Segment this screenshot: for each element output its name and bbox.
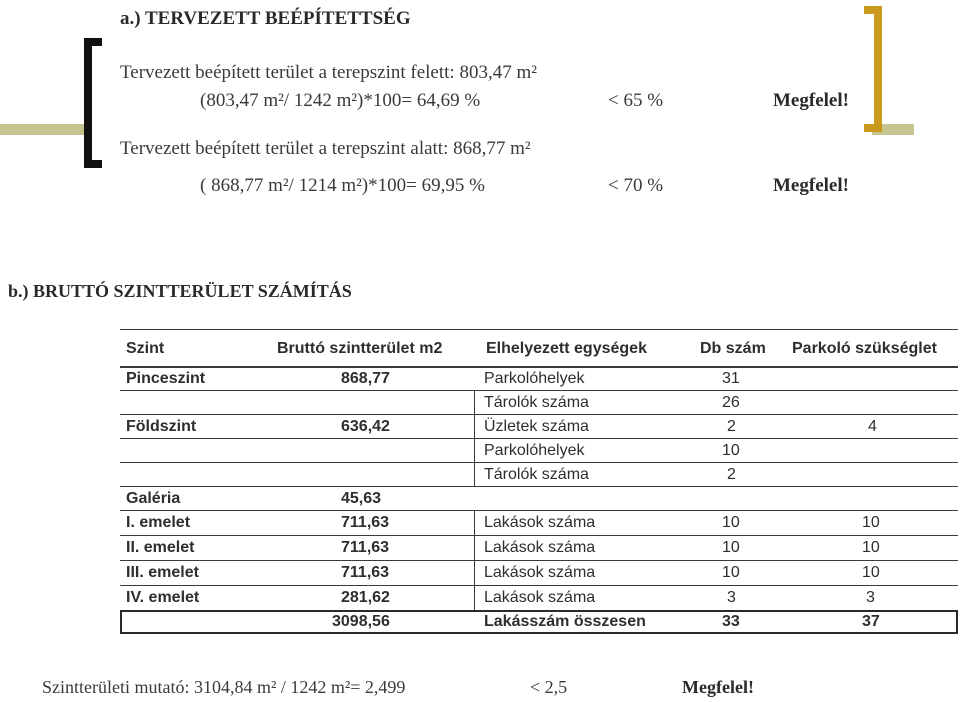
row-count: 10 — [722, 564, 740, 581]
section-a-heading: a.) TERVEZETT BEÉPÍTETTSÉG — [120, 8, 411, 29]
table-row-border — [120, 560, 958, 561]
row-unit: Parkolóhelyek — [484, 370, 585, 387]
below-ground-result: Megfelel! — [773, 175, 849, 196]
row-area: 711,63 — [341, 539, 390, 556]
row-parking: 10 — [862, 539, 880, 556]
left-bracket-decoration — [84, 38, 102, 168]
total-parking: 37 — [862, 613, 880, 630]
row-unit: Üzletek száma — [484, 418, 589, 435]
row-level: Földszint — [126, 418, 197, 435]
below-ground-label: Tervezett beépített terület a terepszint alatt: 868,77 m² — [120, 138, 531, 159]
row-count: 26 — [722, 394, 740, 411]
row-count: 3 — [727, 589, 736, 606]
header-parking: Parkoló szükséglet — [792, 340, 937, 357]
right-bracket-decoration — [864, 6, 882, 132]
above-ground-limit: < 65 % — [608, 90, 664, 111]
table-row-border — [120, 585, 958, 586]
row-area: 711,63 — [341, 514, 390, 531]
row-unit: Tárolók száma — [484, 394, 589, 411]
table-header-border — [120, 366, 958, 368]
above-ground-formula: (803,47 m²/ 1242 m²)*100= 64,69 % — [200, 90, 481, 111]
header-units: Elhelyezett egységek — [486, 340, 647, 357]
header-gross-area: Bruttó szintterület m2 — [277, 340, 443, 357]
total-label: Lakásszám összesen — [484, 613, 646, 630]
units-column-divider — [474, 511, 475, 610]
row-unit: Lakások száma — [484, 564, 596, 581]
row-level: I. emelet — [126, 514, 191, 531]
section-b-heading: b.) BRUTTÓ SZINTTERÜLET SZÁMÍTÁS — [8, 281, 352, 301]
row-parking: 3 — [866, 589, 875, 606]
above-ground-result: Megfelel! — [773, 90, 849, 111]
row-unit: Lakások száma — [484, 514, 596, 531]
table-row-border — [120, 414, 958, 415]
row-area: 281,62 — [341, 589, 390, 606]
total-area: 3098,56 — [332, 613, 390, 630]
row-count: 10 — [722, 514, 740, 531]
units-column-divider — [474, 391, 475, 487]
row-count: 10 — [722, 539, 740, 556]
row-count: 10 — [722, 442, 740, 459]
table-row-border — [120, 438, 958, 439]
table-row-border — [120, 510, 958, 511]
below-ground-formula: ( 868,77 m²/ 1214 m²)*100= 69,95 % — [200, 175, 485, 196]
row-unit: Lakások száma — [484, 589, 596, 606]
row-area: 868,77 — [341, 370, 390, 387]
floor-area-ratio-result: Megfelel! — [682, 677, 754, 697]
row-unit: Lakások száma — [484, 539, 596, 556]
row-level: IV. emelet — [126, 589, 200, 606]
above-ground-label: Tervezett beépített terület a terepszint felett: 803,47 m² — [120, 62, 537, 83]
row-level: Pinceszint — [126, 370, 206, 387]
row-count: 2 — [727, 466, 736, 483]
header-level: Szint — [126, 340, 165, 357]
row-count: 31 — [722, 370, 740, 387]
table-row-border — [120, 390, 958, 391]
row-level: II. emelet — [126, 539, 195, 556]
row-level: III. emelet — [126, 564, 199, 581]
below-ground-limit: < 70 % — [608, 175, 664, 196]
row-unit: Parkolóhelyek — [484, 442, 585, 459]
table-row-border — [120, 486, 958, 487]
row-parking: 10 — [862, 564, 880, 581]
table-row-border — [120, 535, 958, 536]
floor-area-ratio-limit: < 2,5 — [530, 677, 568, 697]
row-parking: 10 — [862, 514, 880, 531]
total-count: 33 — [722, 613, 740, 630]
row-level: Galéria — [126, 490, 181, 507]
table-top-border — [120, 329, 958, 330]
table-row-border — [120, 462, 958, 463]
row-unit: Tárolók száma — [484, 466, 589, 483]
header-count: Db szám — [700, 340, 766, 357]
row-area: 636,42 — [341, 418, 390, 435]
accent-bar-left — [0, 124, 86, 135]
floor-area-ratio-label: Szintterületi mutató: 3104,84 m² / 1242 m²= 2,499 — [42, 677, 406, 697]
row-area: 45,63 — [341, 490, 382, 507]
row-area: 711,63 — [341, 564, 390, 581]
row-count: 2 — [727, 418, 736, 435]
row-parking: 4 — [868, 418, 877, 435]
